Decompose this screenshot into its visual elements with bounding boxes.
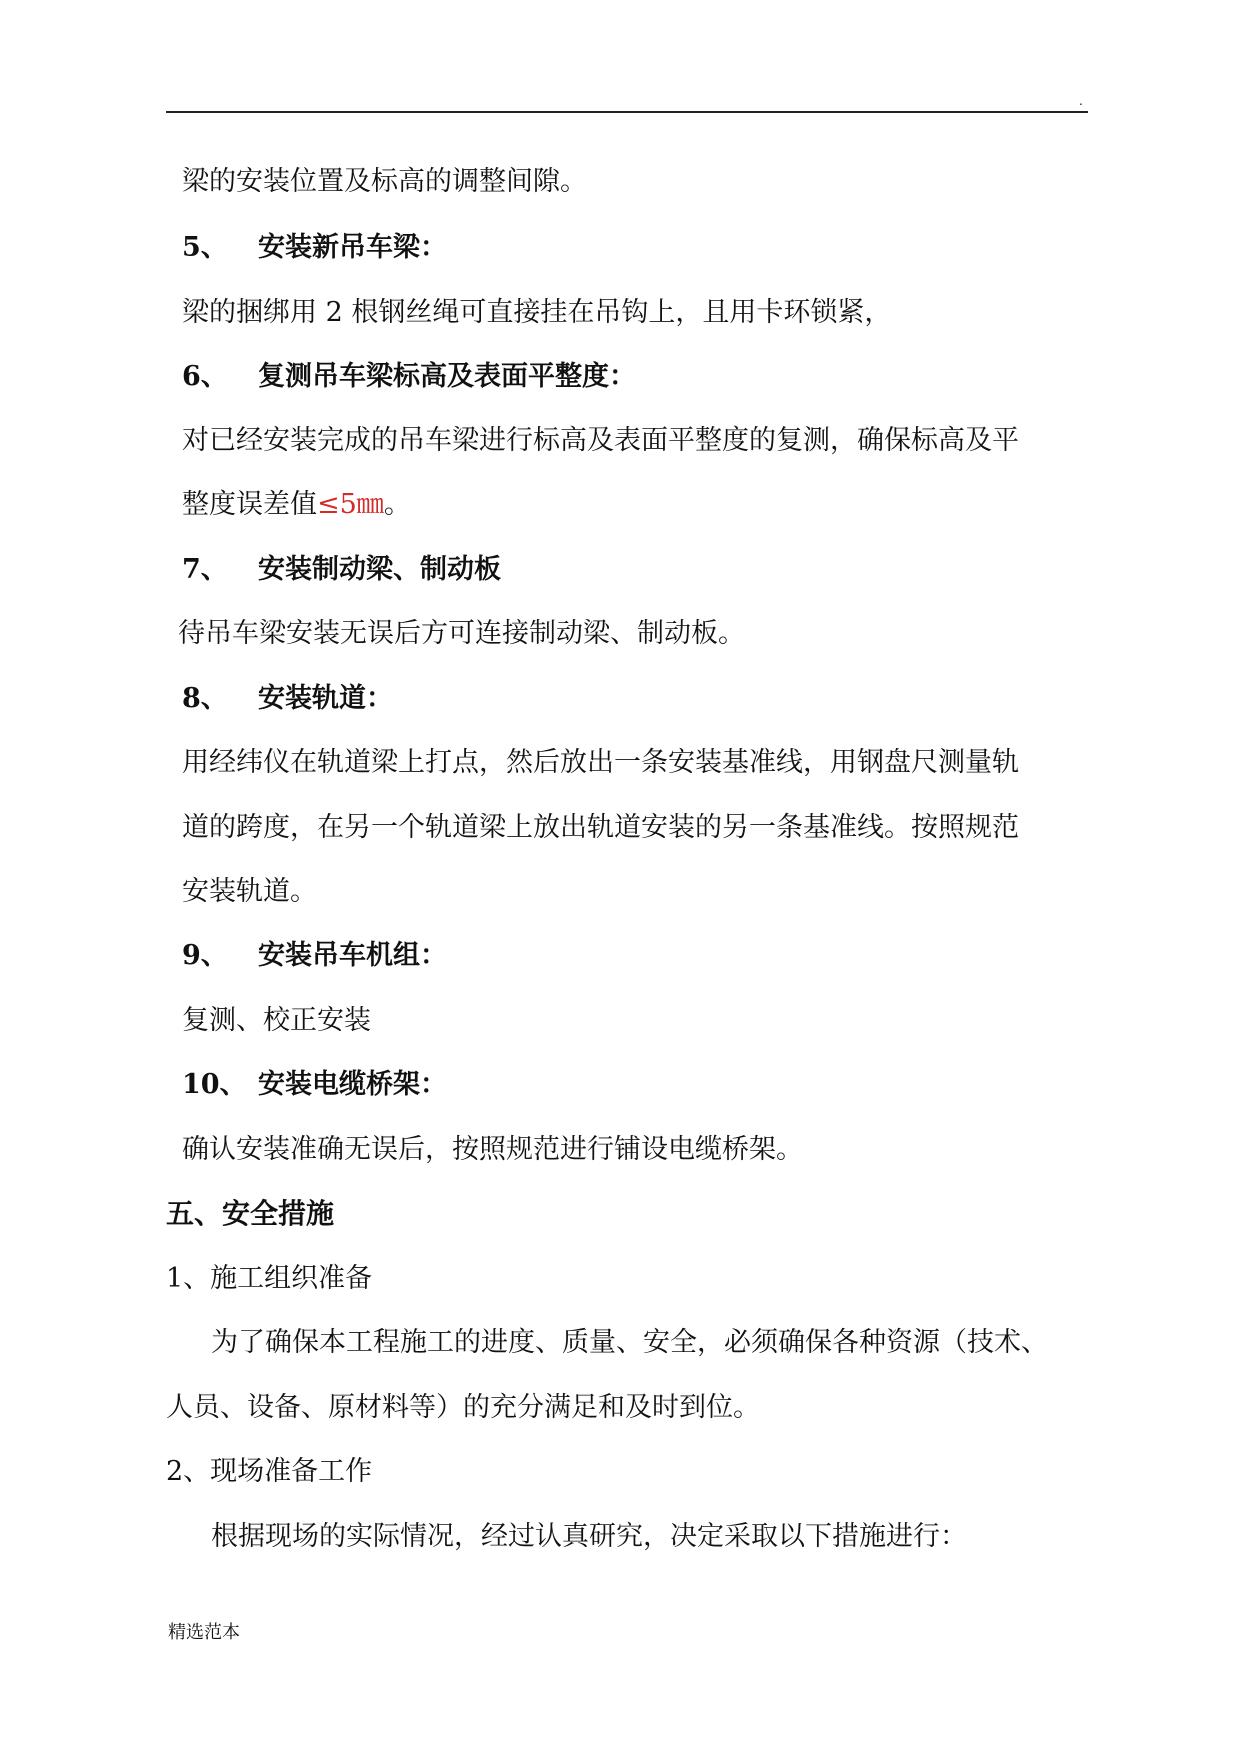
paragraph-10: 确认安装准确无误后，按照规范进行铺设电缆桥架。 <box>182 1134 803 1165</box>
paragraph-6-line-2-end: 。 <box>383 489 411 520</box>
section-5-title: 五、安全措施 <box>166 1197 335 1230</box>
paragraph-8-line-1: 用经纬仪在轨道梁上打点，然后放出一条安装基准线，用钢盘尺测量轨 <box>182 747 1019 778</box>
heading-8-title: 安装轨道： <box>258 683 393 714</box>
footer-text: 精选范本 <box>168 1622 240 1643</box>
paragraph-6-line-2-text: 整度误差值 <box>182 489 317 520</box>
subsection-1-paragraph-line-1: 为了确保本工程施工的进度、质量、安全，必须确保各种资源（技术、 <box>211 1327 1048 1358</box>
heading-10-number: 10、 <box>182 1069 247 1100</box>
header-rule <box>166 111 1088 113</box>
heading-7-title: 安装制动梁、制动板 <box>258 554 501 585</box>
heading-8-number: 8、 <box>182 683 228 714</box>
heading-5 <box>182 230 447 266</box>
heading-9-number: 9、 <box>182 940 228 971</box>
header-dot: . <box>1079 94 1083 108</box>
heading-5-number: 5、 <box>182 232 228 263</box>
paragraph-6-line-1: 对已经安装完成的吊车梁进行标高及表面平整度的复测，确保标高及平 <box>182 425 1019 456</box>
paragraph-6-line-2 <box>182 487 411 523</box>
paragraph-8-line-3: 安装轨道。 <box>182 876 317 907</box>
heading-5-title: 安装新吊车梁： <box>258 232 447 263</box>
paragraph-9: 复测、校正安装 <box>182 1005 371 1036</box>
subsection-1-title: 1、施工组织准备 <box>166 1263 373 1294</box>
heading-6 <box>182 359 636 395</box>
paragraph-5: 梁的捆绑用 2 根钢丝绳可直接挂在吊钩上，且用卡环锁紧， <box>182 297 892 328</box>
heading-6-number: 6、 <box>182 361 228 392</box>
heading-7-number: 7、 <box>182 554 228 585</box>
subsection-2-paragraph-line-1: 根据现场的实际情况，经过认真研究，决定采取以下措施进行： <box>211 1521 967 1552</box>
heading-7 <box>182 552 501 588</box>
paragraph-8-line-2: 道的跨度，在另一个轨道梁上放出轨道安装的另一条基准线。按照规范 <box>182 812 1019 843</box>
heading-9 <box>182 938 447 974</box>
paragraph-7: 待吊车梁安装无误后方可连接制动梁、制动板。 <box>178 618 745 649</box>
subsection-2-title: 2、现场准备工作 <box>166 1456 373 1487</box>
heading-8 <box>182 681 393 717</box>
heading-6-title: 复测吊车梁标高及表面平整度： <box>258 361 636 392</box>
heading-10-title: 安装电缆桥架： <box>258 1069 447 1100</box>
heading-9-title: 安装吊车机组： <box>258 940 447 971</box>
paragraph-continuation: 梁的安装位置及标高的调整间隙。 <box>182 166 587 197</box>
tolerance-value: ≤5㎜ <box>317 489 384 520</box>
subsection-1-paragraph-line-2: 人员、设备、原材料等）的充分满足和及时到位。 <box>166 1392 760 1423</box>
heading-10 <box>182 1067 447 1103</box>
